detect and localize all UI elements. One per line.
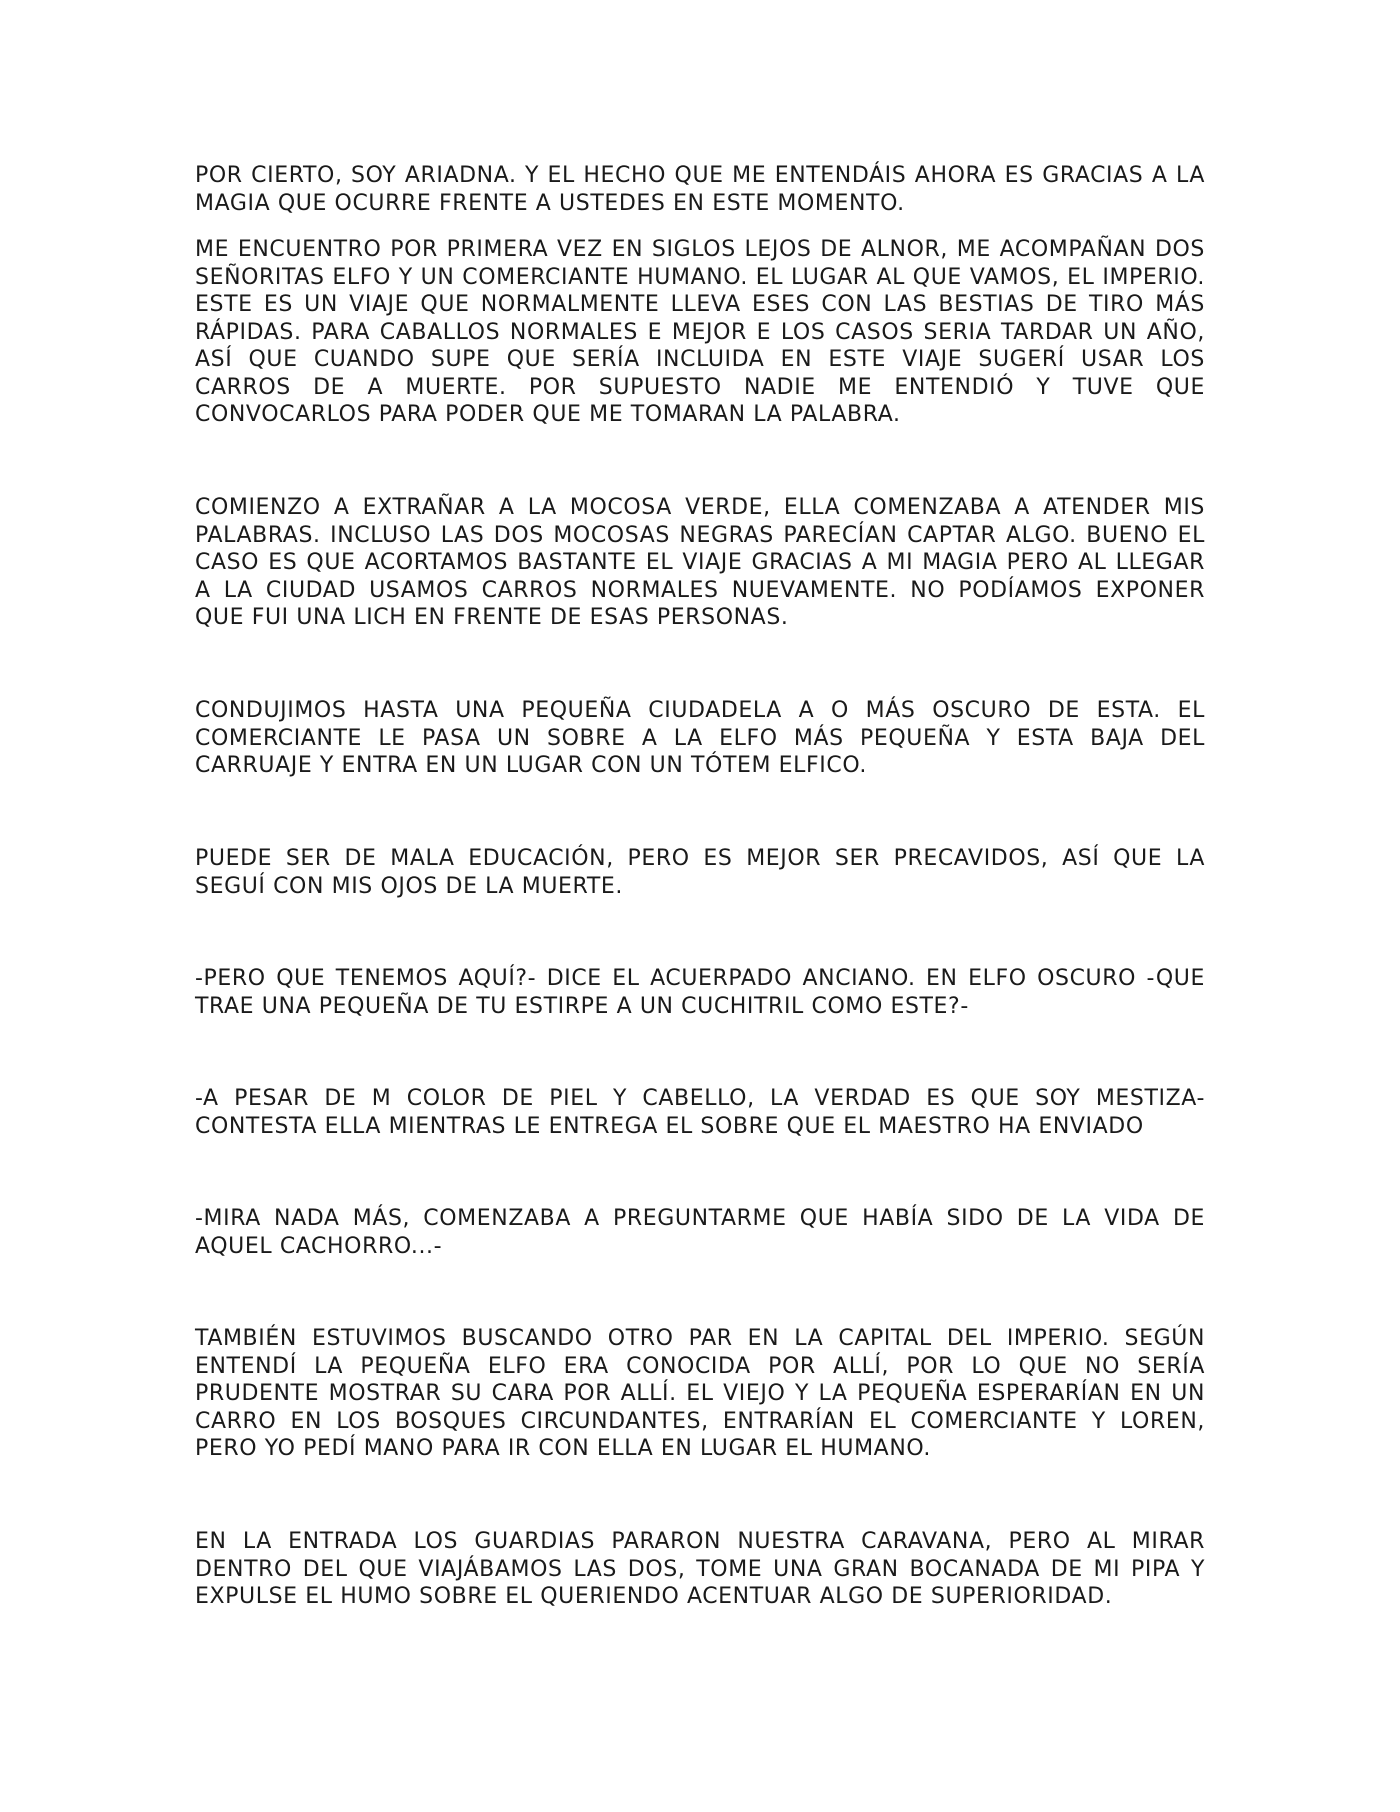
paragraph-8-dialogue: -MIRA NADA MÁS, COMENZABA A PREGUNTARME QUE HABÍA SIDO DE LA VIDA DE AQUEL CACHORRO...- (195, 1206, 1205, 1259)
paragraph-2: ME ENCUENTRO POR PRIMERA VEZ EN SIGLOS LEJOS DE ALNOR, ME ACOMPAÑAN DOS SEÑORITAS ELFO Y UN COMERCIANTE HUMANO. EL LUGAR AL QUE VAMOS, EL IMPERIO. ESTE ES UN VIAJE QUE NORMALMENTE LLEVA ESES CON LAS BESTIAS DE TIRO MÁS RÁPIDAS. PARA CABALLOS NORMALES E MEJOR E LOS CASOS SERIA TARDAR UN AÑO, ASÍ QUE CUANDO SUPE QUE SERÍA INCLUIDA EN ESTE VIAJE SUGERÍ USAR LOS CARROS DE A MUERTE. POR SUPUESTO NADIE ME ENTENDIÓ Y TUVE QUE CONVOCARLOS PARA PODER QUE ME TOMARAN LA PALABRA. (195, 237, 1205, 427)
paragraph-4: CONDUJIMOS HASTA UNA PEQUEÑA CIUDADELA A O MÁS OSCURO DE ESTA. EL COMERCIANTE LE PASA UN SOBRE A LA ELFO MÁS PEQUEÑA Y ESTA BAJA DEL CARRUAJE Y ENTRA EN UN LUGAR CON UN TÓTEM ELFICO. (195, 698, 1205, 778)
paragraph-9: TAMBIÉN ESTUVIMOS BUSCANDO OTRO PAR EN LA CAPITAL DEL IMPERIO. SEGÚN ENTENDÍ LA PEQUEÑA ELFO ERA CONOCIDA POR ALLÍ, POR LO QUE NO SERÍA PRUDENTE MOSTRAR SU CARA POR ALLÍ. EL VIEJO Y LA PEQUEÑA ESPERARÍAN EN UN CARRO EN LOS BOSQUES CIRCUNDANTES, ENTRARÍAN EL COMERCIANTE Y LOREN, PERO YO PEDÍ MANO PARA IR CON ELLA EN LUGAR EL HUMANO. (195, 1326, 1205, 1461)
paragraph-6-dialogue: -PERO QUE TENEMOS AQUÍ?- DICE EL ACUERPADO ANCIANO. EN ELFO OSCURO -QUE TRAE UNA PEQUEÑA DE TU ESTIRPE A UN CUCHITRIL COMO ESTE?- (195, 966, 1205, 1019)
paragraph-10: EN LA ENTRADA LOS GUARDIAS PARARON NUESTRA CARAVANA, PERO AL MIRAR DENTRO DEL QUE VIAJÁBAMOS LAS DOS, TOME UNA GRAN BOCANADA DE MI PIPA Y EXPULSE EL HUMO SOBRE EL QUERIENDO ACENTUAR ALGO DE SUPERIORIDAD. (195, 1529, 1205, 1609)
paragraph-1: POR CIERTO, SOY ARIADNA. Y EL HECHO QUE ME ENTENDÁIS AHORA ES GRACIAS A LA MAGIA QUE OCURRE FRENTE A USTEDES EN ESTE MOMENTO. (195, 163, 1205, 216)
paragraph-7-dialogue: -A PESAR DE M COLOR DE PIEL Y CABELLO, LA VERDAD ES QUE SOY MESTIZA- CONTESTA ELLA MIENTRAS LE ENTREGA EL SOBRE QUE EL MAESTRO HA ENVIADO (195, 1086, 1205, 1139)
paragraph-5: PUEDE SER DE MALA EDUCACIÓN, PERO ES MEJOR SER PRECAVIDOS, ASÍ QUE LA SEGUÍ CON MIS OJOS DE LA MUERTE. (195, 846, 1205, 899)
paragraph-3: COMIENZO A EXTRAÑAR A LA MOCOSA VERDE, ELLA COMENZABA A ATENDER MIS PALABRAS. INCLUSO LAS DOS MOCOSAS NEGRAS PARECÍAN CAPTAR ALGO. BUENO EL CASO ES QUE ACORTAMOS BASTANTE EL VIAJE GRACIAS A MI MAGIA PERO AL LLEGAR A LA CIUDAD USAMOS CARROS NORMALES NUEVAMENTE. NO PODÍAMOS EXPONER QUE FUI UNA LICH EN FRENTE DE ESAS PERSONAS. (195, 495, 1205, 630)
